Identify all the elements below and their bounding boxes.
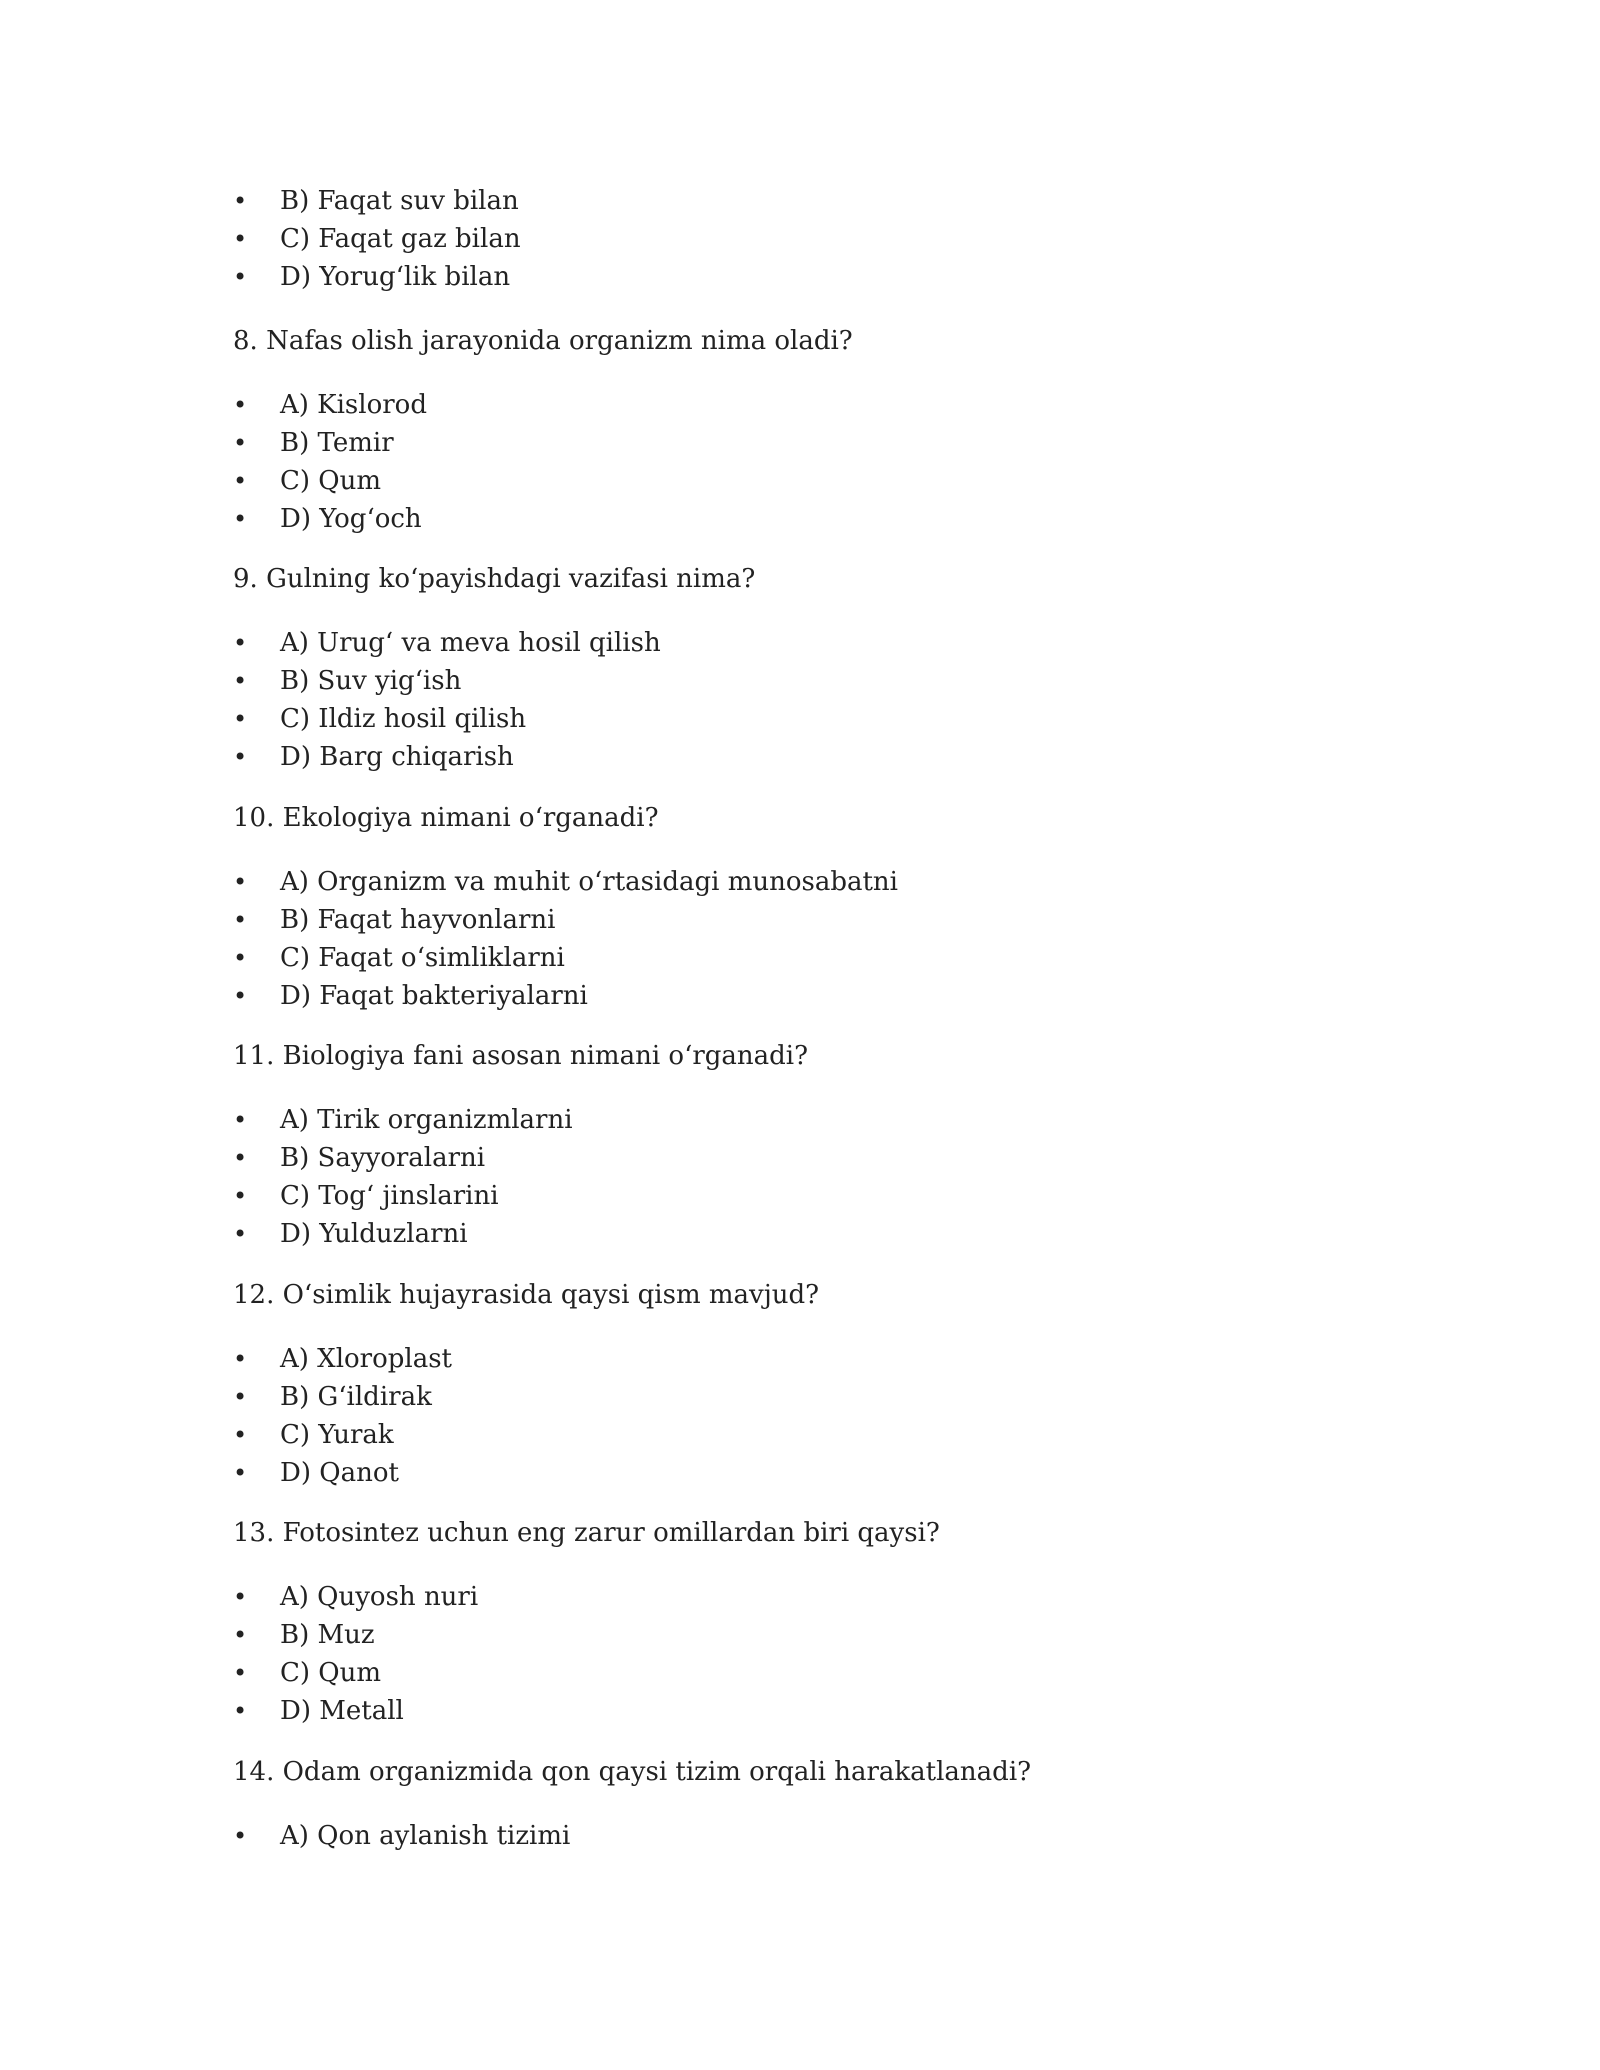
bullet-icon: • — [233, 667, 248, 695]
options-list — [233, 1578, 1433, 1730]
option-text: C) Tog‘ jinslarini — [280, 1181, 499, 1211]
option-text: B) Sayyoralarni — [280, 1143, 486, 1173]
list-item — [233, 1215, 1433, 1253]
bullet-icon: • — [233, 944, 248, 972]
question-title: 13. Fotosintez uchun eng zarur omillardan biri qaysi? — [233, 1518, 940, 1548]
bullet-icon: • — [233, 391, 248, 419]
list-item — [233, 901, 1433, 939]
bullet-icon: • — [233, 982, 248, 1010]
list-item — [233, 220, 1433, 258]
question-block-14 — [233, 1753, 1433, 1855]
option-text: A) Organizm va muhit o‘rtasidagi munosabatni — [280, 867, 898, 897]
bullet-icon: • — [233, 467, 248, 495]
bullet-icon: • — [233, 906, 248, 934]
bullet-icon: • — [233, 1621, 248, 1649]
option-text: C) Qum — [280, 1658, 382, 1688]
bullet-icon: • — [233, 225, 248, 253]
option-text: D) Faqat bakteriyalarni — [280, 981, 588, 1011]
list-item — [233, 258, 1433, 296]
bullet-icon: • — [233, 868, 248, 896]
bullet-icon: • — [233, 1659, 248, 1687]
list-item — [233, 462, 1433, 500]
options-list — [233, 624, 1433, 776]
question-title: 14. Odam organizmida qon qaysi tizim orqali harakatlanadi? — [233, 1757, 1032, 1787]
list-item — [233, 182, 1433, 220]
list-item — [233, 1578, 1433, 1616]
bullet-icon: • — [233, 429, 248, 457]
list-item — [233, 977, 1433, 1015]
option-text: A) Xloroplast — [280, 1344, 452, 1374]
options-list — [233, 1817, 1433, 1855]
bullet-icon: • — [233, 629, 248, 657]
bullet-icon: • — [233, 1697, 248, 1725]
option-text: D) Yulduzlarni — [280, 1219, 468, 1249]
list-item — [233, 1454, 1433, 1492]
option-text: D) Yog‘och — [280, 504, 422, 534]
bullet-icon: • — [233, 263, 248, 291]
list-item — [233, 738, 1433, 776]
list-item — [233, 624, 1433, 662]
list-item — [233, 1416, 1433, 1454]
option-text: A) Qon aylanish tizimi — [280, 1821, 571, 1851]
question-title: 9. Gulning ko‘payishdagi vazifasi nima? — [233, 564, 756, 594]
lead-options-block — [233, 182, 1433, 296]
option-text: D) Qanot — [280, 1458, 399, 1488]
list-item — [233, 1177, 1433, 1215]
option-text: C) Ildiz hosil qilish — [280, 704, 527, 734]
option-text: A) Kislorod — [280, 390, 427, 420]
question-block-9 — [233, 560, 1433, 776]
bullet-icon: • — [233, 187, 248, 215]
option-text: B) Muz — [280, 1620, 375, 1650]
option-text: C) Faqat o‘simliklarni — [280, 943, 565, 973]
list-item — [233, 500, 1433, 538]
bullet-icon: • — [233, 1421, 248, 1449]
option-text: C) Yurak — [280, 1420, 394, 1450]
list-item — [233, 863, 1433, 901]
bullet-icon: • — [233, 1106, 248, 1134]
list-item — [233, 1139, 1433, 1177]
list-item — [233, 1340, 1433, 1378]
option-text: D) Metall — [280, 1696, 404, 1726]
options-list — [233, 863, 1433, 1015]
list-item — [233, 1616, 1433, 1654]
list-item — [233, 1101, 1433, 1139]
option-text: C) Faqat gaz bilan — [280, 224, 521, 254]
lead-options-list — [233, 182, 1433, 296]
option-text: D) Barg chiqarish — [280, 742, 514, 772]
bullet-icon: • — [233, 1345, 248, 1373]
list-item — [233, 1654, 1433, 1692]
list-item — [233, 386, 1433, 424]
bullet-icon: • — [233, 1144, 248, 1172]
question-title: 11. Biologiya fani asosan nimani o‘rganadi? — [233, 1041, 809, 1071]
list-item — [233, 939, 1433, 977]
bullet-icon: • — [233, 1583, 248, 1611]
question-block-12 — [233, 1276, 1433, 1492]
list-item — [233, 662, 1433, 700]
bullet-icon: • — [233, 743, 248, 771]
bullet-icon: • — [233, 1383, 248, 1411]
question-block-10 — [233, 799, 1433, 1015]
bullet-icon: • — [233, 1220, 248, 1248]
list-item — [233, 1692, 1433, 1730]
question-block-8 — [233, 322, 1433, 538]
option-text: A) Quyosh nuri — [280, 1582, 479, 1612]
options-list — [233, 1340, 1433, 1492]
option-text: A) Urug‘ va meva hosil qilish — [280, 628, 661, 658]
bullet-icon: • — [233, 705, 248, 733]
bullet-icon: • — [233, 1822, 248, 1850]
bullet-icon: • — [233, 1459, 248, 1487]
option-text: B) Temir — [280, 428, 394, 458]
option-text: B) Suv yig‘ish — [280, 666, 462, 696]
options-list — [233, 386, 1433, 538]
list-item — [233, 1817, 1433, 1855]
option-text: A) Tirik organizmlarni — [280, 1105, 573, 1135]
option-text: B) Faqat suv bilan — [280, 186, 519, 216]
option-text: D) Yorug‘lik bilan — [280, 262, 511, 292]
question-title: 10. Ekologiya nimani o‘rganadi? — [233, 803, 659, 833]
option-text: B) Faqat hayvonlarni — [280, 905, 556, 935]
list-item — [233, 700, 1433, 738]
question-title: 12. O‘simlik hujayrasida qaysi qism mavjud? — [233, 1280, 820, 1310]
question-title: 8. Nafas olish jarayonida organizm nima oladi? — [233, 326, 853, 356]
bullet-icon: • — [233, 1182, 248, 1210]
question-block-11 — [233, 1037, 1433, 1253]
question-block-13 — [233, 1514, 1433, 1730]
list-item — [233, 1378, 1433, 1416]
option-text: C) Qum — [280, 466, 382, 496]
list-item — [233, 424, 1433, 462]
option-text: B) G‘ildirak — [280, 1382, 432, 1412]
bullet-icon: • — [233, 505, 248, 533]
options-list — [233, 1101, 1433, 1253]
